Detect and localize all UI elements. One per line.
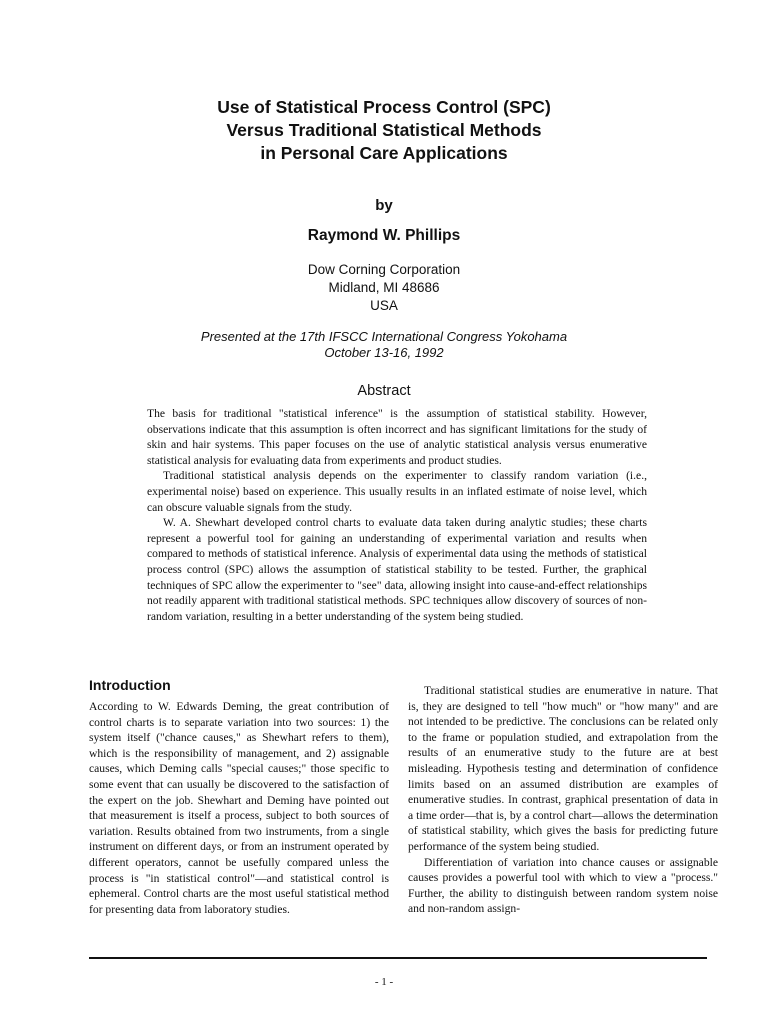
intro-left-paragraph-1: According to W. Edwards Deming, the great contribution of control charts is to separate variation into two sources: 1) the system itself ("chance causes," as Shewhart refers to them), which is the responsibility of management, and 2) assignable causes, which Deming calls "special causes;" those specific to some event that can usually be discovered to the satisfaction of the expert on the job. Shewhart and Deming have pointed out that measurement is itself a process, subject to both sources of variation. Results obtained from two instruments, from a single instrument on different days, or from an instrument operated by different operators, cannot be usefully compared unless the process is "in statistical control"—and statistical control is ephemeral. Control charts are the most useful statistical method for presenting data from laboratory studies. [89, 700, 389, 916]
presented-line-2: October 13-16, 1992 [324, 345, 444, 360]
abstract-heading: Abstract [357, 383, 411, 399]
presentation-note [0, 329, 768, 361]
intro-right-paragraph-2: Differentiation of variation into chance causes or assignable causes provides a powerful tool with which to view a "process." Further, the ability to distinguish between random system noise and non-random assign- [408, 855, 718, 916]
paper-title [0, 96, 768, 165]
affiliation-org: Dow Corning Corporation [307, 262, 461, 277]
affiliation [0, 261, 768, 315]
footer-rule [89, 957, 707, 959]
title-line-2: Versus Traditional Statistical Methods [226, 120, 542, 140]
title-line-3: in Personal Care Applications [260, 143, 508, 163]
presented-line-1: Presented at the 17th IFSCC International Congress Yokohama [200, 329, 568, 344]
abstract-body [147, 406, 647, 624]
by-label: by [375, 197, 393, 214]
page-number: - 1 - [374, 976, 394, 988]
right-column [408, 683, 718, 917]
title-line-1: Use of Statistical Process Control (SPC) [217, 97, 551, 117]
abstract-paragraph-3: W. A. Shewhart developed control charts to evaluate data taken during analytic studies; these charts represent a powerful tool for gaining an understanding of experimental variation and results when compared to methods of statistical inference. Analysis of experimental data using the methods of statistical process control (SPC) allows the assumption of statistical stability to be tested. Further, the graphical techniques of SPC allow the experimenter to "see" data, allowing insight into cause-and-effect relationships not readily apparent with traditional statistical methods. SPC techniques allow discovery of sources of non-random variation, resulting in a better understanding of the system being studied. [147, 516, 647, 623]
abstract-paragraph-2: Traditional statistical analysis depends on the experimenter to classify random variation (i.e., experimental noise) based on experience. This usually results in an inflated estimate of noise level, which can obscure valuable signals from the study. [147, 469, 647, 514]
intro-right-paragraph-1: Traditional statistical studies are enumerative in nature. That is, they are designed to tell "how much" or "how many" and are not intended to be predictive. The conclusions can be related only to the frame or population studied, and extrapolation from the results of an enumerative study to the future are at best misleading. Hypothesis testing and determination of confidence limits based on an assumed distribution are examples of enumerative studies. In contrast, graphical presentation of data in a time order—that is, by a control chart—allows the determination of statistical stability, which gives the basis for predicting future performance of the system being studied. [408, 684, 718, 853]
introduction-heading: Introduction [89, 677, 171, 693]
affiliation-city: Midland, MI 48686 [328, 280, 440, 295]
affiliation-country: USA [370, 298, 398, 313]
author-name: Raymond W. Phillips [307, 227, 461, 244]
abstract-paragraph-1: The basis for traditional "statistical inference" is the assumption of statistical stability. However, observations indicate that this assumption is often incorrect and has significant limitations for the study of skin and hair systems. This paper focuses on the use of analytic statistical analysis versus enumerative statistical analysis for evaluating data from experiments and product studies. [147, 407, 647, 467]
left-column [89, 699, 389, 917]
